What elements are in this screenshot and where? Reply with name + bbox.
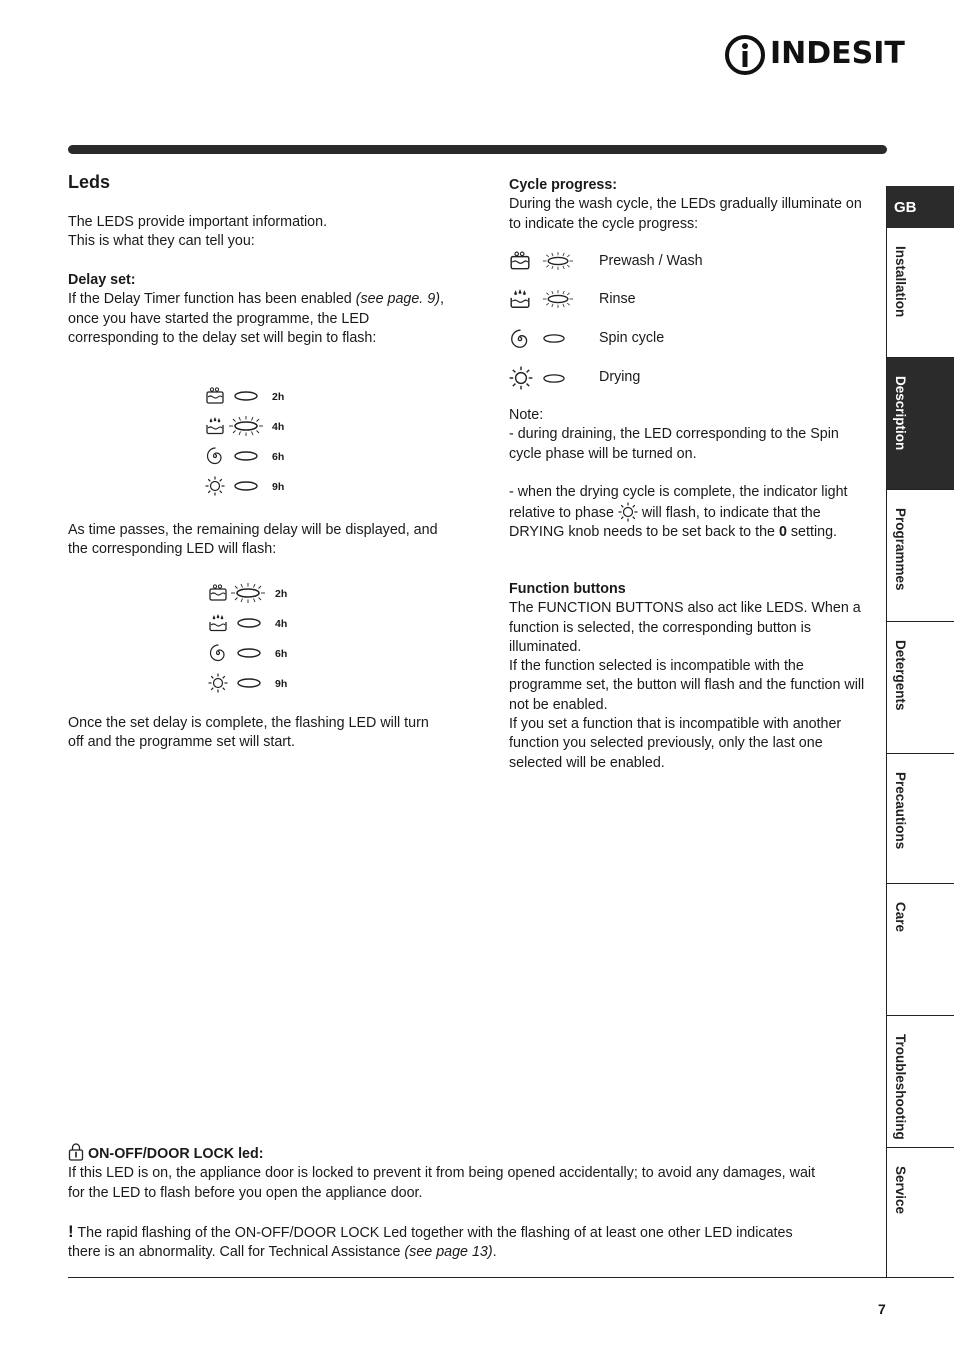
tab-label: Service [893,1166,908,1215]
led-off-icon [236,647,262,659]
indesit-logo [724,34,905,76]
led-flashing-icon [230,582,266,604]
intro-line-2: This is what they can tell you: [68,233,255,250]
doorlock-text: If this LED is on, the appliance door is locked to prevent it from being opened accidentally; to avoid any damages, wait for the LED to flash before you open the appliance door. [68,1165,816,1201]
led-off-icon [233,480,259,492]
section-sidebar [886,186,954,1278]
cycle-text: During the wash cycle, the LEDs gradually illuminate on to indicate the cycle progress: [509,196,862,232]
dry-icon [205,476,225,496]
tab-label: Description [893,376,908,451]
rinse-icon [205,416,225,436]
note2-text-c: setting. [790,524,838,541]
delay-diagram-2 [208,583,308,703]
language-tab: GB [887,186,954,228]
phase-label: Prewash / Wash [599,253,703,269]
delay-label: 2h [275,588,288,600]
phase-row-wash [509,250,869,274]
intro [68,213,448,252]
doorlock-warning [68,1222,828,1263]
wash-icon [509,250,531,272]
delay-label: 4h [275,618,288,630]
delay-page-ref: (see page. 9) [355,291,440,308]
doorlock-heading: ON-OFF/DOOR LOCK led: [87,1146,264,1162]
tab-label: Installation [893,246,908,318]
tab-description[interactable] [887,358,954,490]
note-line-1: - during draining, the LED corresponding to the Spin cycle phase will be turned on. [509,426,839,462]
function-heading: Function buttons [509,581,626,597]
phase-row-rinse [509,288,869,312]
brand-name: INDESIT [770,36,905,71]
footer-divider [68,1277,954,1278]
tab-installation[interactable] [887,228,954,358]
note2-text-a: - when the drying cycle is complete, the indicator light relative to phase [509,483,848,522]
lock-icon [68,1143,84,1161]
delay-diagram-1 [205,386,305,506]
led-off-icon [236,677,262,689]
delay-set-block [68,271,448,348]
phase-row-spin [509,327,869,351]
spin-icon [509,328,531,350]
note2-text-b: will flash, to indicate that the DRYING knob needs to be set back to the [509,505,821,541]
led-flashing-icon [228,415,264,437]
doorlock-heading-row [68,1143,828,1164]
tab-label: Precautions [893,772,908,850]
intro-line-1: The LEDS provide important information. [68,214,328,230]
cycle-progress-block [509,176,874,234]
delay-label: 2h [272,391,285,403]
led-off-icon [542,333,566,344]
delay-heading: Delay set: [68,272,136,288]
tab-service[interactable] [887,1148,954,1278]
tab-detergents[interactable] [887,622,954,754]
dry-icon [208,673,228,693]
led-off-icon [236,617,262,629]
note-label: Note: [509,407,544,423]
dry-icon [618,502,638,522]
warning-mark: ! [68,1221,74,1241]
section-title: Leds [68,172,111,192]
phase-label: Drying [599,369,641,385]
led-flashing-icon [542,251,574,271]
note-line-2 [509,483,874,543]
page-number: 7 [878,1301,886,1317]
dry-icon [509,366,533,390]
tab-care[interactable] [887,884,954,1016]
delay-text-b: , once you have started the programme, the LED corresponding to the delay set will begin to flash: [68,291,444,346]
wash-icon [205,386,225,406]
led-off-icon [233,390,259,402]
delay-label: 4h [272,421,285,433]
tab-precautions[interactable] [887,754,954,884]
delay-label: 6h [272,451,285,463]
tab-programmes[interactable] [887,490,954,622]
wash-icon [208,583,228,603]
led-off-icon [542,373,566,384]
note-block [509,406,874,543]
tab-label: Programmes [893,508,908,591]
delay-text-a: If the Delay Timer function has been enabled [68,291,356,308]
tab-label: Detergents [893,640,908,711]
function-p3: If you set a function that is incompatible with another function you selected previously, only the last one selected will be enabled. [509,716,842,771]
phase-label: Spin cycle [599,330,665,346]
note2-zero: 0 [778,524,787,541]
led-off-icon [233,450,259,462]
spin-icon [208,643,228,663]
tab-label: Troubleshooting [893,1034,908,1140]
led-flashing-icon [542,289,574,309]
warning-end: . [492,1244,497,1261]
warning-text: The rapid flashing of the ON-OFF/DOOR LOCK Led together with the flashing of at least one other LED indicates there is an abnormality. Call for Technical Assistance [68,1224,793,1261]
rinse-icon [208,613,228,633]
function-buttons-block [509,580,874,773]
rinse-icon [509,288,531,310]
tab-troubleshooting[interactable] [887,1016,954,1148]
delay-label: 6h [275,648,288,660]
complete-paragraph: Once the set delay is complete, the flashing LED will turn off and the programme set will start. [68,715,429,751]
header-divider [68,145,887,154]
spin-icon [205,446,225,466]
function-p1: The FUNCTION BUTTONS also act like LEDS. When a function is selected, the corresponding button is illuminated. [509,600,861,655]
function-p2: If the function selected is incompatible with the programme set, the button will flash and the function will not be enabled. [509,658,865,713]
tab-label: Care [893,902,908,933]
warning-page-ref: (see page 13) [404,1244,493,1261]
delay-paragraph [68,290,448,348]
delay-label: 9h [275,678,288,690]
indesit-logo-icon [724,34,766,76]
phase-row-dry [509,366,869,390]
cycle-heading: Cycle progress: [509,177,618,193]
passes-paragraph: As time passes, the remaining delay will be displayed, and the corresponding LED will flash: [68,522,438,558]
doorlock-block [68,1143,828,1262]
phase-label: Rinse [599,291,636,307]
delay-label: 9h [272,481,285,493]
